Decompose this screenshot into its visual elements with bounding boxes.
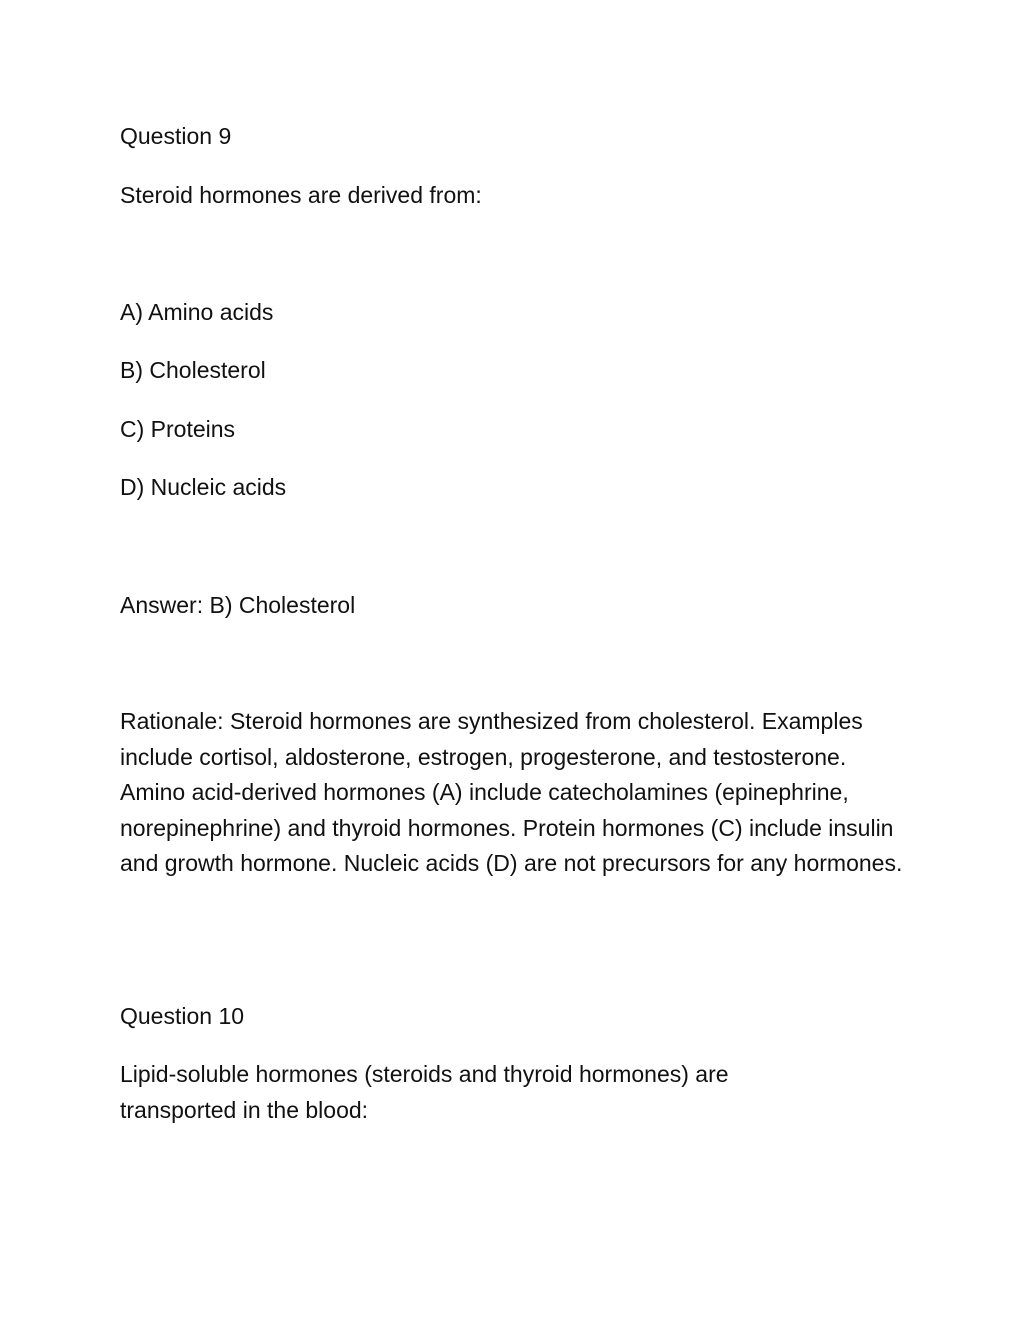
question-10-prompt: Lipid-soluble hormones (steroids and thyroid hormones) are transported in the blood:	[120, 1061, 729, 1123]
question-9-answer: Answer: B) Cholesterol	[120, 592, 356, 618]
question-10-heading: Question 10	[120, 1003, 245, 1029]
option-c: C) Proteins	[120, 416, 236, 442]
option-d: D) Nucleic acids	[120, 474, 287, 500]
question-9-rationale: Rationale: Steroid hormones are synthesized from cholesterol. Examples include cortisol, aldosterone, estrogen, progesterone, and testosterone. Amino acid-derived hormones (A) include catecholamines (epinephrine, norepinephrine) and thyroid hormones. Protein hormones (C) include insulin and growth hormone. Nucleic acids (D) are not precursors for any hormones.	[120, 708, 903, 876]
option-a: A) Amino acids	[120, 299, 274, 325]
option-b: B) Cholesterol	[120, 357, 266, 383]
question-9-heading: Question 9	[120, 123, 232, 149]
question-9-prompt: Steroid hormones are derived from:	[120, 182, 482, 208]
